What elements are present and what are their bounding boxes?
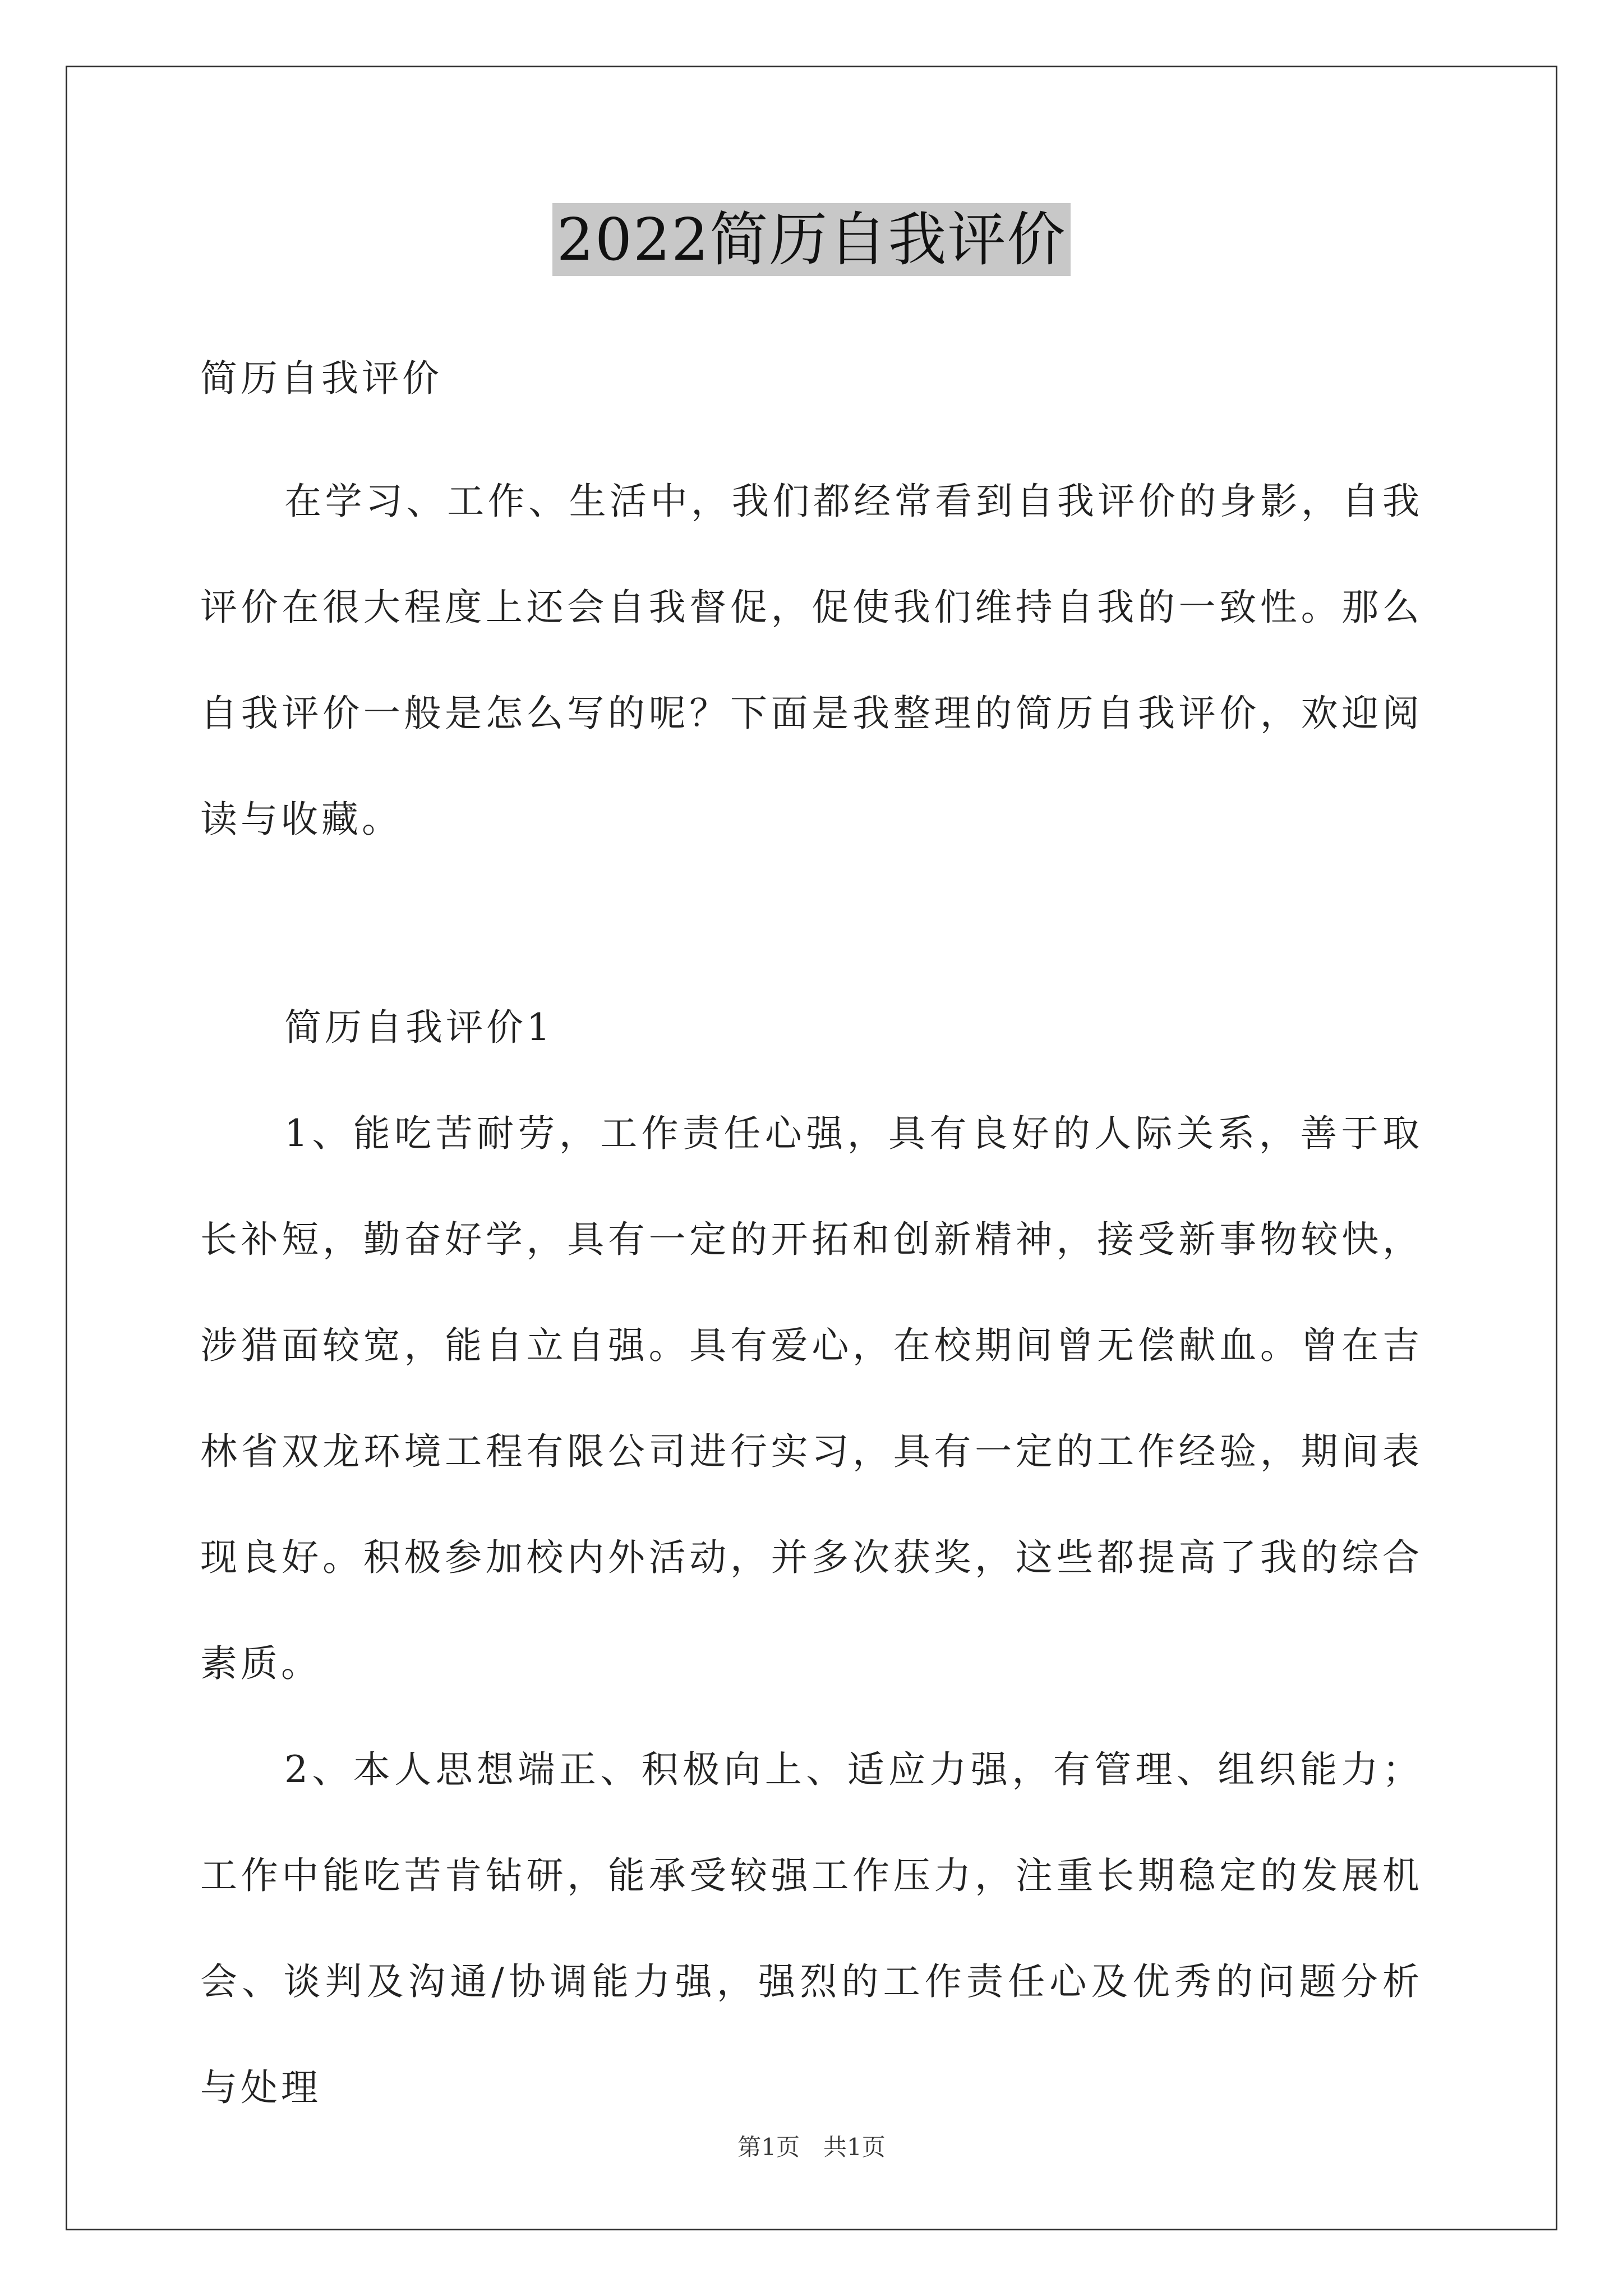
paragraph-1: 1、能吃苦耐劳，工作责任心强，具有良好的人际关系，善于取长补短，勤奋好学，具有一定的开拓和创新精神，接受新事物较快，涉猎面较宽，能自立自强。具有爱心，在校期间曾无偿献血。曾在吉林省双龙环境工程有限公司进行实习，具有一定的工作经验，期间表现良好。积极参加校内外活动，并多次获奖，这些都提高了我的综合素质。 xyxy=(200,1112,1423,1685)
intro-paragraph: 在学习、工作、生活中，我们都经常看到自我评价的身影，自我评价在很大程度上还会自我督促，促使我们维持自我的一致性。那么自我评价一般是怎么写的呢？下面是我整理的简历自我评价，欢迎阅读与收藏。 xyxy=(200,480,1423,841)
document-body xyxy=(200,325,1423,872)
section-heading: 简历自我评价1 xyxy=(284,1006,554,1049)
page-footer xyxy=(0,2129,1623,2162)
document-subtitle: 简历自我评价 xyxy=(200,357,442,400)
paragraph-2: 2、本人思想端正、积极向上、适应力强，有管理、组织能力；工作中能吃苦肯钻研，能承受较强工作压力，注重长期稳定的发展机会、谈判及沟通/协调能力强，强烈的工作责任心及优秀的问题分析与处理 xyxy=(200,1748,1423,2109)
page-number: 第1页 共1页 xyxy=(737,2133,886,2161)
document-title: 2022简历自我评价 xyxy=(552,203,1071,276)
section-body xyxy=(200,974,1423,2141)
title-container xyxy=(0,203,1623,276)
